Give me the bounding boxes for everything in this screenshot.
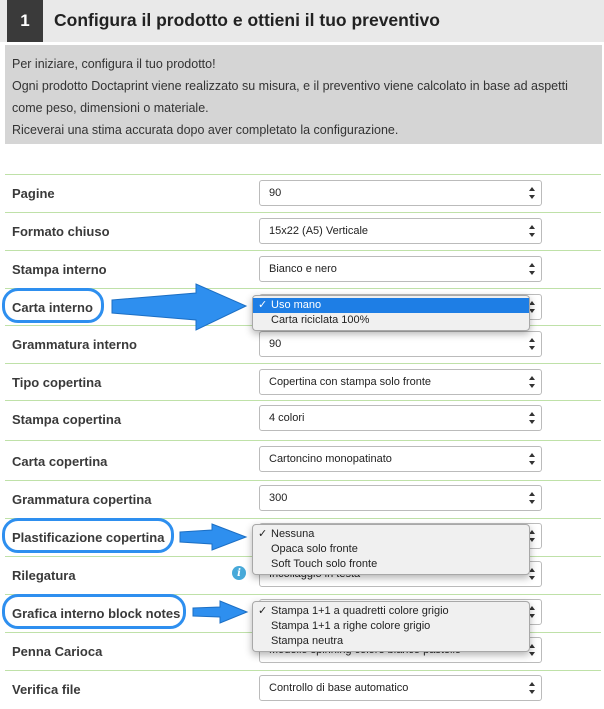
step-number-badge: 1 [7, 0, 43, 42]
select-arrows-icon [529, 187, 535, 199]
dropdown-option[interactable] [253, 542, 529, 557]
field-label: Stampa copertina [12, 412, 122, 427]
select-arrows-icon [529, 225, 535, 237]
option-label: Uso mano [271, 299, 322, 311]
stampa-interno-select[interactable] [259, 256, 542, 282]
select-arrows-icon [529, 682, 535, 694]
form-row-stampa-copertina [5, 400, 601, 438]
field-label: Carta copertina [12, 454, 108, 469]
formato-chiuso-select[interactable] [259, 218, 542, 244]
highlight-oval [2, 288, 104, 323]
form-row-verifica-file [5, 670, 601, 708]
option-label: Stampa 1+1 a righe colore grigio [271, 620, 431, 632]
pagine-select[interactable] [259, 180, 542, 206]
option-label: Carta riciclata 100% [271, 314, 370, 326]
tipo-copertina-select[interactable] [259, 369, 542, 395]
grammatura-interno-select[interactable] [259, 331, 542, 357]
dropdown-option[interactable] [253, 313, 529, 328]
dropdown-option-selected[interactable] [253, 604, 529, 619]
form-row-pagine [5, 174, 601, 212]
field-label: Penna Carioca [12, 644, 103, 659]
select-arrows-icon [529, 338, 535, 350]
select-value: 15x22 (A5) Verticale [269, 225, 369, 237]
dropdown-option[interactable] [253, 557, 529, 572]
dropdown-option[interactable] [253, 619, 529, 634]
intro-panel [5, 45, 602, 144]
select-value: Controllo di base automatico [269, 682, 409, 694]
field-label: Grammatura interno [12, 337, 137, 352]
page-title: Configura il prodotto e ottieni il tuo preventivo [54, 10, 440, 30]
dropdown-option-selected[interactable] [253, 298, 529, 313]
grafica-interno-dropdown[interactable] [252, 601, 530, 652]
checkmark-icon: ✓ [258, 528, 268, 540]
option-label: Opaca solo fronte [271, 543, 358, 555]
option-label: Stampa neutra [271, 635, 344, 647]
option-label: Nessuna [271, 528, 315, 540]
field-label: Pagine [12, 186, 55, 201]
form-row-tipo-copertina [5, 363, 601, 401]
intro-line: Riceverai una stima accurata dopo aver completato la configurazione. [12, 123, 399, 137]
select-value: Cartoncino monopatinato [269, 453, 392, 465]
form-row-grammatura-copertina [5, 480, 601, 518]
field-label: Formato chiuso [12, 224, 110, 239]
select-arrows-icon [529, 453, 535, 465]
highlight-oval [2, 518, 174, 553]
select-arrows-icon [529, 412, 535, 424]
field-label: Verifica file [12, 682, 81, 697]
carta-copertina-select[interactable] [259, 446, 542, 472]
field-label: Grammatura copertina [12, 492, 152, 507]
carta-interno-dropdown[interactable] [252, 295, 530, 331]
select-value: Copertina con stampa solo fronte [269, 376, 432, 388]
stampa-copertina-select[interactable] [259, 405, 542, 431]
highlight-oval [2, 594, 186, 629]
grammatura-copertina-select[interactable] [259, 485, 542, 511]
plastificazione-dropdown[interactable] [252, 524, 530, 575]
select-value: 300 [269, 492, 288, 504]
select-value: Bianco e nero [269, 263, 337, 275]
intro-line: come peso, dimensioni o materiale. [12, 101, 209, 115]
checkmark-icon: ✓ [258, 299, 268, 311]
info-icon[interactable]: i [232, 566, 246, 580]
select-arrows-icon [529, 376, 535, 388]
field-label: Plastificazione copertina [12, 530, 165, 545]
form-row-carta-copertina [5, 440, 601, 480]
checkmark-icon: ✓ [258, 605, 268, 617]
dropdown-option-selected[interactable] [253, 527, 529, 542]
verifica-file-select[interactable] [259, 675, 542, 701]
field-label: Carta interno [12, 300, 93, 315]
option-label: Stampa 1+1 a quadretti colore grigio [271, 605, 449, 617]
select-arrows-icon [529, 492, 535, 504]
intro-line: Ogni prodotto Doctaprint viene realizzato su misura, e il preventivo viene calcolato in base ad aspetti [12, 79, 568, 93]
field-label: Stampa interno [12, 262, 107, 277]
select-value: 90 [269, 338, 282, 350]
field-label: Tipo copertina [12, 375, 102, 390]
select-arrows-icon [529, 263, 535, 275]
step-header [0, 0, 604, 42]
select-value: 4 colori [269, 412, 305, 424]
field-label: Rilegatura [12, 568, 76, 583]
form-row-formato-chiuso [5, 212, 601, 250]
dropdown-option[interactable] [253, 634, 529, 649]
field-label: Grafica interno block notes [12, 606, 181, 621]
intro-line: Per iniziare, configura il tuo prodotto! [12, 57, 216, 71]
option-label: Soft Touch solo fronte [271, 558, 378, 570]
select-value: 90 [269, 187, 282, 199]
form-row-stampa-interno [5, 250, 601, 288]
